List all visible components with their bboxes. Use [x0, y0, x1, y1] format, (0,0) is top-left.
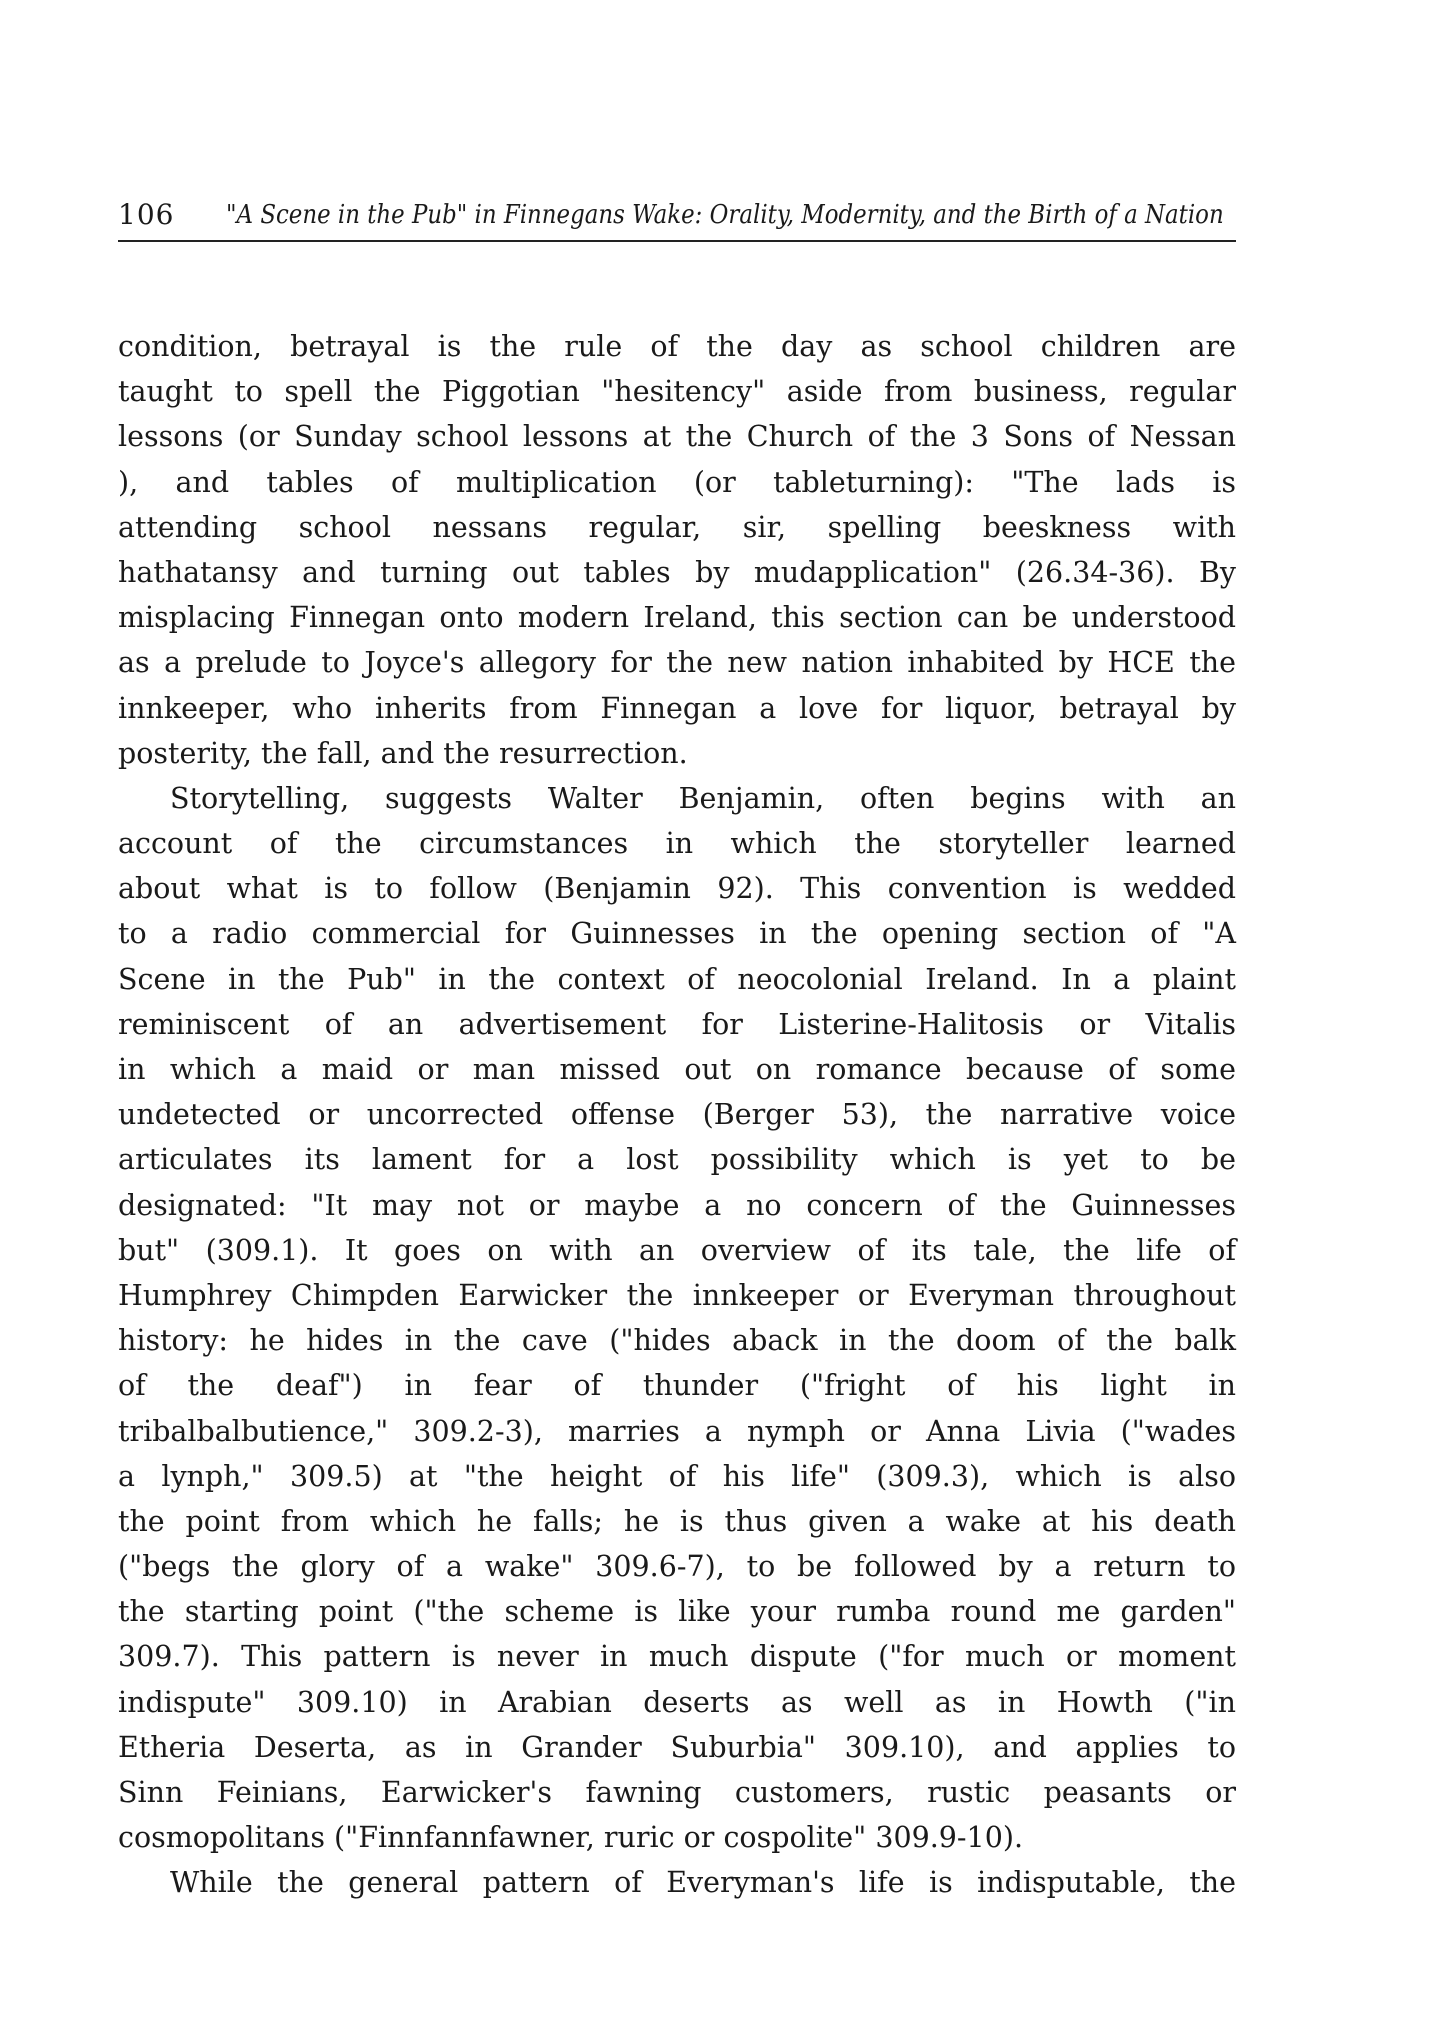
text-line: undetected or uncorrected offense (Berger 53), the narrative voice [118, 1098, 1236, 1132]
text-line: indispute" 309.10) in Arabian deserts as well as in Howth ("in [118, 1685, 1236, 1719]
text-line: the point from which he falls; he is thus given a wake at his death [118, 1504, 1236, 1538]
text-line: to a radio commercial for Guinnesses in the opening section of "A [118, 917, 1236, 951]
text-line: articulates its lament for a lost possibility which is yet to be [118, 1143, 1236, 1177]
text-line: account of the circumstances in which the storyteller learned [118, 827, 1236, 861]
text-line: history: he hides in the cave ("hides aback in the doom of the balk [118, 1324, 1236, 1358]
text-line: Sinn Feinians, Earwicker's fawning customers, rustic peasants or [118, 1776, 1236, 1809]
paragraph [118, 1860, 1236, 1905]
text-line: 309.7). This pattern is never in much dispute ("for much or moment [118, 1640, 1236, 1674]
paragraph [118, 776, 1236, 1861]
text-line: of the deaf") in fear of thunder ("fright of his light in [118, 1369, 1236, 1403]
text-line: Etheria Deserta, as in Grander Suburbia" 309.10), and applies to [118, 1730, 1236, 1764]
text-line: in which a maid or man missed out on romance because of some [118, 1053, 1236, 1086]
text-line: taught to spell the Piggotian "hesitency" aside from business, regular [118, 375, 1236, 409]
text-line: condition, betrayal is the rule of the day as school children are [118, 330, 1236, 363]
text-line: ), and tables of multiplication (or tableturning): "The lads is [118, 465, 1236, 499]
text-line: cosmopolitans ("Finnfannfawner, ruric or cospolite" 309.9-10). [118, 1821, 1024, 1855]
text-line: ("begs the glory of a wake" 309.6-7), to be followed by a return to [118, 1550, 1236, 1584]
text-line: While the general pattern of Everyman's life is indisputable, the [170, 1866, 1236, 1900]
body-text [118, 324, 1236, 1906]
text-line: attending school nessans regular, sir, spelling beeskness with [118, 510, 1236, 544]
text-line: the starting point ("the scheme is like your rumba round me garden" [118, 1595, 1236, 1629]
text-line: Humphrey Chimpden Earwicker the innkeeper or Everyman throughout [118, 1278, 1236, 1312]
text-line: innkeeper, who inherits from Finnegan a love for liquor, betrayal by [118, 691, 1236, 725]
text-line: reminiscent of an advertisement for Listerine-Halitosis or Vitalis [118, 1007, 1236, 1041]
page-number: 106 [118, 198, 175, 231]
running-header [118, 196, 1236, 242]
paragraph [118, 324, 1236, 776]
text-line: lessons (or Sunday school lessons at the Church of the 3 Sons of Nessan [118, 420, 1236, 454]
text-line: tribalbalbutience," 309.2-3), marries a nymph or Anna Livia ("wades [118, 1414, 1236, 1448]
text-line: misplacing Finnegan onto modern Ireland, this section can be understood [118, 601, 1236, 635]
text-line: as a prelude to Joyce's allegory for the new nation inhabited by HCE the [118, 646, 1236, 680]
text-line: but" (309.1). It goes on with an overview of its tale, the life of [118, 1233, 1236, 1267]
text-line: Storytelling, suggests Walter Benjamin, often begins with an [170, 781, 1236, 815]
text-line: a lynph," 309.5) at "the height of his life" (309.3), which is also [118, 1459, 1236, 1493]
text-line: Scene in the Pub" in the context of neocolonial Ireland. In a plaint [118, 962, 1236, 996]
running-title: "A Scene in the Pub" in Finnegans Wake: Orality, Modernity, and the Birth of a Nation [226, 200, 1224, 230]
text-line: designated: "It may not or maybe a no concern of the Guinnesses [118, 1188, 1236, 1222]
text-line: posterity, the fall, and the resurrection. [118, 736, 688, 770]
text-line: hathatansy and turning out tables by mudapplication" (26.34-36). By [118, 555, 1236, 589]
text-line: about what is to follow (Benjamin 92). This convention is wedded [118, 872, 1236, 906]
